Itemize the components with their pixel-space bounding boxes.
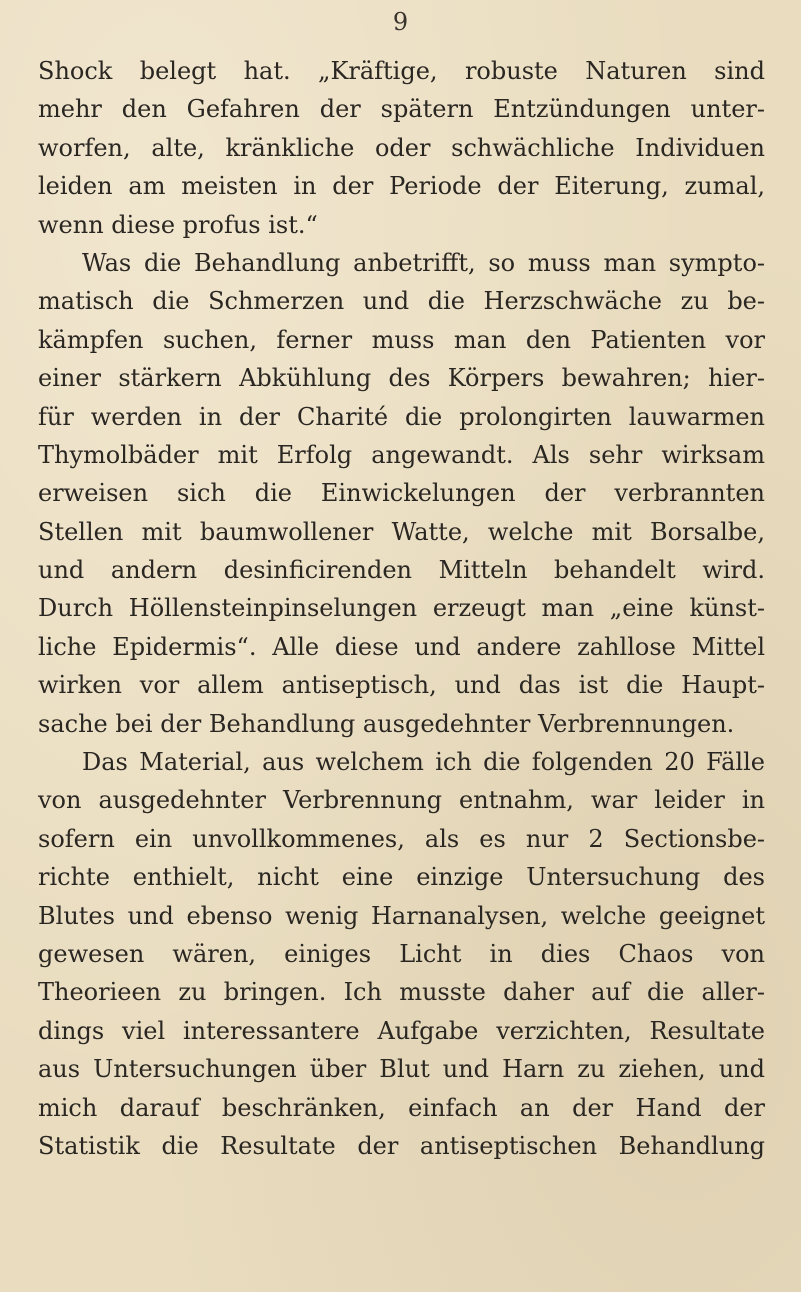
text-line: Das Material, aus welchem ich die folgenden 20 Fälle <box>82 748 765 777</box>
text-line: einer stärkern Abkühlung des Körpers bewahren; hier- <box>38 364 765 393</box>
text-line: sofern ein unvollkommenes, als es nur 2 Sectionsbe- <box>38 824 765 853</box>
text-line: matisch die Schmerzen und die Herzschwäche zu be- <box>38 287 765 316</box>
text-line: leiden am meisten in der Periode der Eiterung, zumal, <box>38 172 765 201</box>
body-text <box>38 52 765 1165</box>
text-line: Stellen mit baumwollener Watte, welche mit Borsalbe, <box>38 517 765 546</box>
text-line: gewesen wären, einiges Licht in dies Chaos von <box>38 939 765 968</box>
text-line: Thymolbäder mit Erfolg angewandt. Als sehr wirksam <box>38 440 765 469</box>
text-line: wirken vor allem antiseptisch, und das ist die Haupt- <box>38 671 765 700</box>
text-line: liche Epidermis“. Alle diese und andere zahllose Mittel <box>38 632 765 661</box>
text-line: wenn diese profus ist.“ <box>38 210 318 239</box>
text-line: erweisen sich die Einwickelungen der verbrannten <box>38 479 765 508</box>
text-line: Shock belegt hat. „Kräftige, robuste Naturen sind <box>38 57 765 85</box>
text-line: mich darauf beschränken, einfach an der Hand der <box>38 1093 765 1122</box>
text-line: Statistik die Resultate der antiseptischen Behandlung <box>38 1131 765 1160</box>
text-line: kämpfen suchen, ferner muss man den Patienten vor <box>38 325 765 354</box>
text-line: worfen, alte, kränkliche oder schwächliche Individuen <box>38 133 765 162</box>
text-line: mehr den Gefahren der spätern Entzündungen unter- <box>38 95 765 124</box>
page-number: 9 <box>392 8 409 36</box>
text-line: sache bei der Behandlung ausgedehnter Verbrennungen. <box>38 709 735 738</box>
text-line: Was die Behandlung anbetrifft, so muss man sympto- <box>82 248 765 277</box>
text-line: dings viel interessantere Aufgabe verzichten, Resultate <box>38 1016 765 1045</box>
text-line: und andern desinficirenden Mitteln behandelt wird. <box>38 556 765 585</box>
text-line: richte enthielt, nicht eine einzige Untersuchung des <box>38 863 765 892</box>
text-line: aus Untersuchungen über Blut und Harn zu ziehen, und <box>38 1055 765 1084</box>
text-line: für werden in der Charité die prolongirten lauwarmen <box>38 402 765 431</box>
text-line: Theorieen zu bringen. Ich musste daher auf die aller- <box>38 978 765 1007</box>
text-line: Blutes und ebenso wenig Harnanalysen, welche geeignet <box>38 901 765 930</box>
text-line: von ausgedehnter Verbrennung entnahm, war leider in <box>38 786 765 815</box>
text-line: Durch Höllensteinpinselungen erzeugt man „eine künst- <box>38 594 765 623</box>
